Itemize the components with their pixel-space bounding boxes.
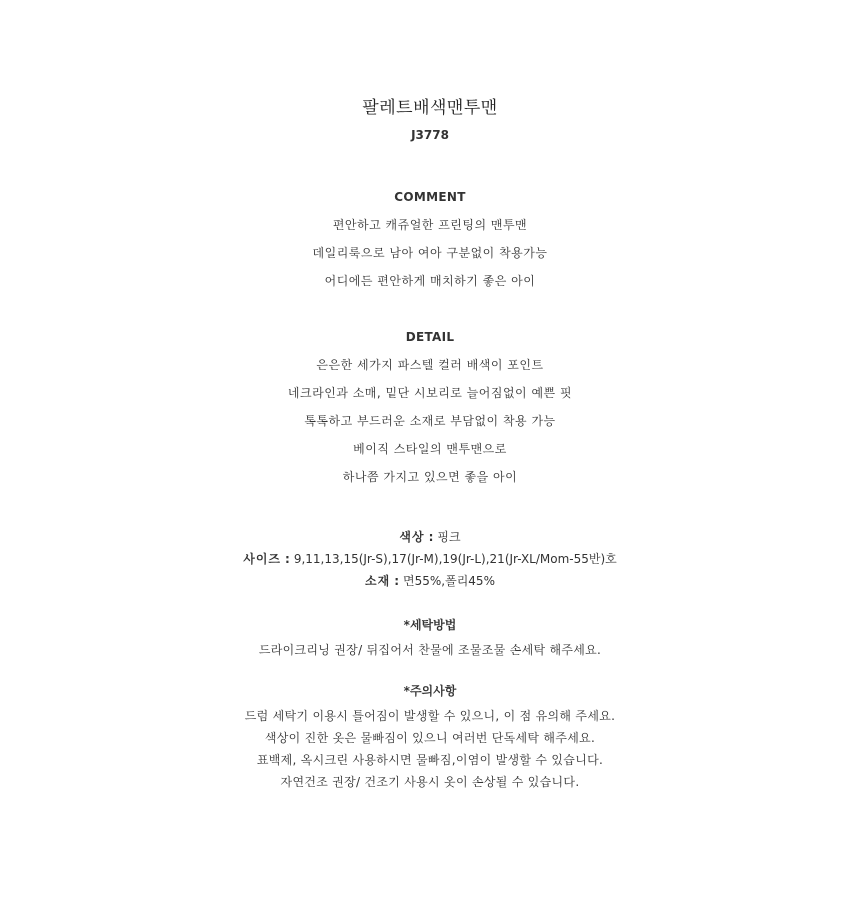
- comment-title: COMMENT: [394, 190, 466, 204]
- caution-line: 드럼 세탁기 이용시 틀어짐이 발생할 수 있으니, 이 점 유의해 주세요.: [244, 709, 616, 723]
- detail-line: 네크라인과 소매, 밑단 시보리로 늘어짐없이 예쁜 핏: [287, 386, 573, 400]
- spec-color-label: 색상: [399, 530, 425, 544]
- caution-line: 표백제, 옥시크린 사용하시면 물빠짐,이염이 발생할 수 있습니다.: [256, 753, 604, 767]
- comment-line: 편안하고 캐쥬얼한 프린팅의 맨투맨: [332, 218, 528, 232]
- washing-line: 드라이크리닝 권장/ 뒤집어서 찬물에 조물조물 손세탁 해주세요.: [258, 643, 602, 657]
- detail-section: [0, 329, 860, 491]
- spec-material-value: 면55%,폴리45%: [403, 574, 495, 588]
- caution-section: [0, 683, 860, 793]
- spec-color: [0, 529, 860, 545]
- spec-color-value: 핑크: [437, 530, 461, 544]
- comment-line: 데일리룩으로 남아 여아 구분없이 착용가능: [312, 246, 548, 260]
- caution-line: 자연건조 권장/ 건조기 사용시 옷이 손상될 수 있습니다.: [280, 775, 580, 789]
- spec-size-value: 9,11,13,15(Jr-S),17(Jr-M),19(Jr-L),21(Jr-XL/Mom-55반)호: [293, 552, 617, 566]
- spec-material: [0, 573, 860, 589]
- detail-title: DETAIL: [405, 330, 455, 344]
- detail-line: 베이직 스타일의 맨투맨으로: [353, 442, 507, 456]
- detail-line: 하나쯤 가지고 있으면 좋을 아이: [342, 470, 518, 484]
- spec-size: [0, 551, 860, 567]
- caution-title: *주의사항: [403, 684, 457, 698]
- comment-line: 어디에든 편안하게 매치하기 좋은 아이: [324, 274, 536, 288]
- product-code: J3778: [411, 128, 449, 142]
- spec-size-label: 사이즈: [243, 552, 282, 566]
- spec-material-label: 소재: [365, 574, 391, 588]
- washing-section: [0, 617, 860, 661]
- detail-line: 톡톡하고 부드러운 소재로 부담없이 착용 가능: [304, 414, 556, 428]
- spec-color-separator: :: [428, 530, 434, 544]
- comment-section: [0, 189, 860, 295]
- spec-size-separator: :: [285, 552, 290, 566]
- detail-line: 은은한 세가지 파스텔 컬러 배색이 포인트: [316, 358, 544, 372]
- washing-title: *세탁방법: [403, 618, 457, 632]
- product-name: 팔레트배색맨투맨: [362, 98, 498, 118]
- caution-line: 색상이 진한 옷은 물빠짐이 있으니 여러번 단독세탁 해주세요.: [264, 731, 596, 745]
- spec-material-separator: :: [394, 574, 400, 588]
